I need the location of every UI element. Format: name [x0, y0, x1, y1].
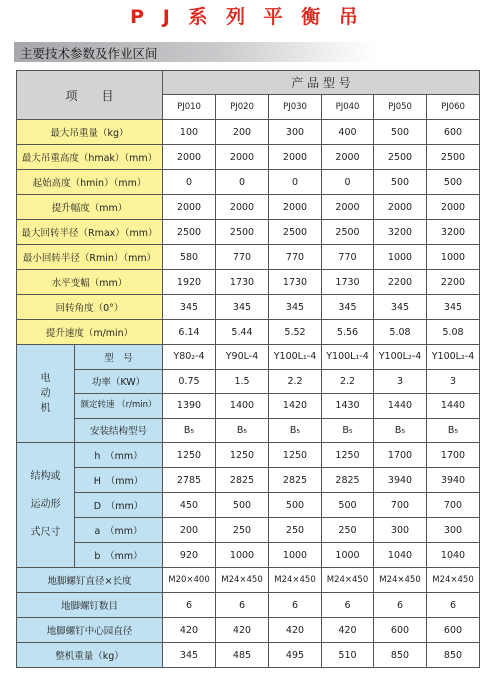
- dimension-row-label-cell: H （mm）: [75, 468, 163, 493]
- value-cell: 200: [163, 518, 216, 543]
- motor-group-label: 机: [40, 403, 51, 414]
- value-cell: 2000: [163, 145, 216, 170]
- dimensions-group-label: 式尺寸: [30, 527, 61, 538]
- row-label-cell: 地脚螺钉直径×长度: [17, 568, 163, 593]
- value-cell: 3: [374, 369, 427, 394]
- value-cell: 250: [216, 518, 269, 543]
- dimension-row: [17, 443, 480, 468]
- value-cell: 420: [216, 618, 269, 643]
- value-cell: 2000: [374, 195, 427, 220]
- value-cell: 510: [322, 643, 374, 668]
- row-label-cell: 最大回转半径（Rmax）（mm）: [17, 220, 163, 245]
- value-cell: 345: [269, 295, 322, 320]
- value-cell: 2.2: [269, 369, 322, 394]
- value-cell: 2000: [322, 145, 374, 170]
- value-cell: 2500: [216, 220, 269, 245]
- value-cell: B₅: [374, 418, 427, 443]
- value-cell: B₅: [163, 418, 216, 443]
- row-label-cell: 起始高度（hmin）（mm）: [17, 170, 163, 195]
- value-cell: 420: [322, 618, 374, 643]
- value-cell: 2000: [269, 145, 322, 170]
- value-cell: 5.56: [322, 320, 374, 345]
- value-cell: 2500: [163, 220, 216, 245]
- value-cell: Y100L₂-4: [374, 345, 427, 370]
- value-cell: Y100L₁-4: [269, 345, 322, 370]
- motor-group-label: 动: [40, 388, 51, 399]
- model-code-cell: PJ060: [427, 95, 480, 120]
- value-cell: 1000: [322, 543, 374, 568]
- motor-row: [17, 345, 480, 370]
- value-cell: 345: [216, 295, 269, 320]
- model-code-cell: PJ010: [163, 95, 216, 120]
- value-cell: 500: [374, 120, 427, 145]
- value-cell: Y100L₁-4: [322, 345, 374, 370]
- dimension-row-label-cell: a （mm）: [75, 518, 163, 543]
- row-label-cell: 整机重量（kg）: [17, 643, 163, 668]
- motor-row-label-cell: 额定转速 （r/min）: [75, 394, 163, 419]
- table-row: [17, 170, 480, 195]
- value-cell: 920: [163, 543, 216, 568]
- value-cell: B₅: [216, 418, 269, 443]
- motor-group-cell: [17, 345, 75, 443]
- value-cell: 770: [269, 245, 322, 270]
- motor-group-label: 电: [40, 373, 51, 384]
- value-cell: 6: [216, 593, 269, 618]
- value-cell: 600: [374, 618, 427, 643]
- value-cell: 1000: [269, 543, 322, 568]
- value-cell: M24×450: [216, 568, 269, 593]
- row-label-cell: 提升幅度（mm）: [17, 195, 163, 220]
- value-cell: 2500: [427, 145, 480, 170]
- value-cell: 3940: [374, 468, 427, 493]
- section-title: 主要技术参数及作业区间: [20, 46, 158, 61]
- value-cell: 500: [374, 170, 427, 195]
- row-label-cell: 最大吊重高度（hmak）（mm）: [17, 145, 163, 170]
- row-label-cell: 最大吊重量（kg）: [17, 120, 163, 145]
- value-cell: 300: [269, 120, 322, 145]
- value-cell: 770: [216, 245, 269, 270]
- motor-row: [17, 418, 480, 443]
- value-cell: 0: [322, 170, 374, 195]
- dimension-row: [17, 543, 480, 568]
- value-cell: 1390: [163, 394, 216, 419]
- value-cell: Y100L₂-4: [427, 345, 480, 370]
- value-cell: 2000: [216, 195, 269, 220]
- value-cell: 2000: [427, 195, 480, 220]
- value-cell: M24×450: [269, 568, 322, 593]
- value-cell: 485: [216, 643, 269, 668]
- header-item-cell: 项 目: [17, 71, 163, 120]
- value-cell: Y80₂-4: [163, 345, 216, 370]
- table-row: [17, 295, 480, 320]
- value-cell: 6: [427, 593, 480, 618]
- model-code-cell: PJ040: [322, 95, 374, 120]
- model-code-cell: PJ030: [269, 95, 322, 120]
- spec-table: [16, 70, 480, 668]
- value-cell: 2000: [216, 145, 269, 170]
- value-cell: 770: [322, 245, 374, 270]
- value-cell: 345: [163, 643, 216, 668]
- dimensions-group-label: 结构或: [30, 471, 61, 482]
- value-cell: 6.14: [163, 320, 216, 345]
- value-cell: 300: [427, 518, 480, 543]
- header-product-model-cell: 产 品 型 号: [163, 71, 480, 95]
- value-cell: 1250: [322, 443, 374, 468]
- value-cell: 400: [322, 120, 374, 145]
- value-cell: 1440: [427, 394, 480, 419]
- value-cell: 2200: [427, 270, 480, 295]
- value-cell: 600: [427, 618, 480, 643]
- row-label-cell: 提升速度（m/min）: [17, 320, 163, 345]
- value-cell: 1040: [427, 543, 480, 568]
- table-row: [17, 320, 480, 345]
- table-row: [17, 195, 480, 220]
- model-code-cell: PJ050: [374, 95, 427, 120]
- value-cell: 1250: [163, 443, 216, 468]
- value-cell: 6: [163, 593, 216, 618]
- dimension-row: [17, 518, 480, 543]
- value-cell: 3940: [427, 468, 480, 493]
- dimension-row: [17, 493, 480, 518]
- value-cell: B₅: [322, 418, 374, 443]
- value-cell: 250: [322, 518, 374, 543]
- header-row: [17, 71, 480, 95]
- dimension-row-label-cell: h （mm）: [75, 443, 163, 468]
- row-label-cell: 回转角度（0°）: [17, 295, 163, 320]
- dimensions-group-label: 运动形: [30, 499, 61, 510]
- value-cell: M24×450: [374, 568, 427, 593]
- dimensions-group-cell: [17, 443, 75, 568]
- motor-row-label-cell: 型 号: [75, 345, 163, 370]
- value-cell: M24×450: [322, 568, 374, 593]
- value-cell: 2785: [163, 468, 216, 493]
- value-cell: 2825: [216, 468, 269, 493]
- value-cell: 1000: [427, 245, 480, 270]
- table-row: [17, 270, 480, 295]
- dimension-row-label-cell: D （mm）: [75, 493, 163, 518]
- value-cell: 1430: [322, 394, 374, 419]
- value-cell: 1730: [269, 270, 322, 295]
- table-row: [17, 220, 480, 245]
- value-cell: 6: [322, 593, 374, 618]
- value-cell: 2000: [322, 195, 374, 220]
- motor-row: [17, 369, 480, 394]
- dimension-row: [17, 468, 480, 493]
- value-cell: 1.5: [216, 369, 269, 394]
- value-cell: 2825: [269, 468, 322, 493]
- value-cell: 1250: [216, 443, 269, 468]
- row-label-cell: 地脚螺钉中心园直径: [17, 618, 163, 643]
- value-cell: M20×400: [163, 568, 216, 593]
- value-cell: 3200: [427, 220, 480, 245]
- value-cell: 850: [427, 643, 480, 668]
- table-row: [17, 245, 480, 270]
- value-cell: 3200: [374, 220, 427, 245]
- value-cell: 850: [374, 643, 427, 668]
- value-cell: 100: [163, 120, 216, 145]
- row-label-cell: 最小回转半径（Rmin）（mm）: [17, 245, 163, 270]
- value-cell: 0: [269, 170, 322, 195]
- value-cell: 200: [216, 120, 269, 145]
- value-cell: 2500: [374, 145, 427, 170]
- value-cell: 500: [269, 493, 322, 518]
- value-cell: M24×450: [427, 568, 480, 593]
- value-cell: 1730: [216, 270, 269, 295]
- dimension-row-label-cell: b （mm）: [75, 543, 163, 568]
- row-label-cell: 地脚螺钉数目: [17, 593, 163, 618]
- value-cell: 345: [163, 295, 216, 320]
- value-cell: 1730: [322, 270, 374, 295]
- value-cell: 1700: [427, 443, 480, 468]
- table-row: [17, 145, 480, 170]
- value-cell: 6: [269, 593, 322, 618]
- motor-row-label-cell: 功率（KW）: [75, 369, 163, 394]
- value-cell: 580: [163, 245, 216, 270]
- page-title: P J 系 列 平 衡 吊: [130, 6, 364, 28]
- table-row: [17, 618, 480, 643]
- value-cell: 5.44: [216, 320, 269, 345]
- value-cell: 600: [427, 120, 480, 145]
- value-cell: 2000: [269, 195, 322, 220]
- value-cell: 3: [427, 369, 480, 394]
- value-cell: 420: [269, 618, 322, 643]
- value-cell: 2500: [269, 220, 322, 245]
- value-cell: 2200: [374, 270, 427, 295]
- value-cell: Y90L-4: [216, 345, 269, 370]
- value-cell: 5.08: [427, 320, 480, 345]
- value-cell: 1000: [374, 245, 427, 270]
- value-cell: 0.75: [163, 369, 216, 394]
- value-cell: 5.08: [374, 320, 427, 345]
- value-cell: 1920: [163, 270, 216, 295]
- value-cell: 0: [216, 170, 269, 195]
- value-cell: 250: [269, 518, 322, 543]
- value-cell: 6: [374, 593, 427, 618]
- value-cell: 2500: [322, 220, 374, 245]
- table-row: [17, 568, 480, 593]
- table-row: [17, 593, 480, 618]
- motor-row: [17, 394, 480, 419]
- value-cell: 1420: [269, 394, 322, 419]
- value-cell: 345: [322, 295, 374, 320]
- value-cell: 500: [216, 493, 269, 518]
- value-cell: 1700: [374, 443, 427, 468]
- value-cell: 700: [427, 493, 480, 518]
- value-cell: 495: [269, 643, 322, 668]
- value-cell: 345: [427, 295, 480, 320]
- value-cell: 1000: [216, 543, 269, 568]
- model-code-cell: PJ020: [216, 95, 269, 120]
- value-cell: 500: [427, 170, 480, 195]
- motor-row-label-cell: 安装结构型号: [75, 418, 163, 443]
- value-cell: 1250: [269, 443, 322, 468]
- table-row: [17, 643, 480, 668]
- value-cell: 1040: [374, 543, 427, 568]
- value-cell: 450: [163, 493, 216, 518]
- value-cell: B₅: [427, 418, 480, 443]
- value-cell: 300: [374, 518, 427, 543]
- value-cell: 0: [163, 170, 216, 195]
- value-cell: 1440: [374, 394, 427, 419]
- value-cell: 500: [322, 493, 374, 518]
- value-cell: B₅: [269, 418, 322, 443]
- value-cell: 420: [163, 618, 216, 643]
- value-cell: 5.52: [269, 320, 322, 345]
- value-cell: 345: [374, 295, 427, 320]
- value-cell: 1400: [216, 394, 269, 419]
- value-cell: 700: [374, 493, 427, 518]
- value-cell: 2825: [322, 468, 374, 493]
- value-cell: 2000: [163, 195, 216, 220]
- value-cell: 2.2: [322, 369, 374, 394]
- table-row: [17, 120, 480, 145]
- row-label-cell: 水平变幅（mm）: [17, 270, 163, 295]
